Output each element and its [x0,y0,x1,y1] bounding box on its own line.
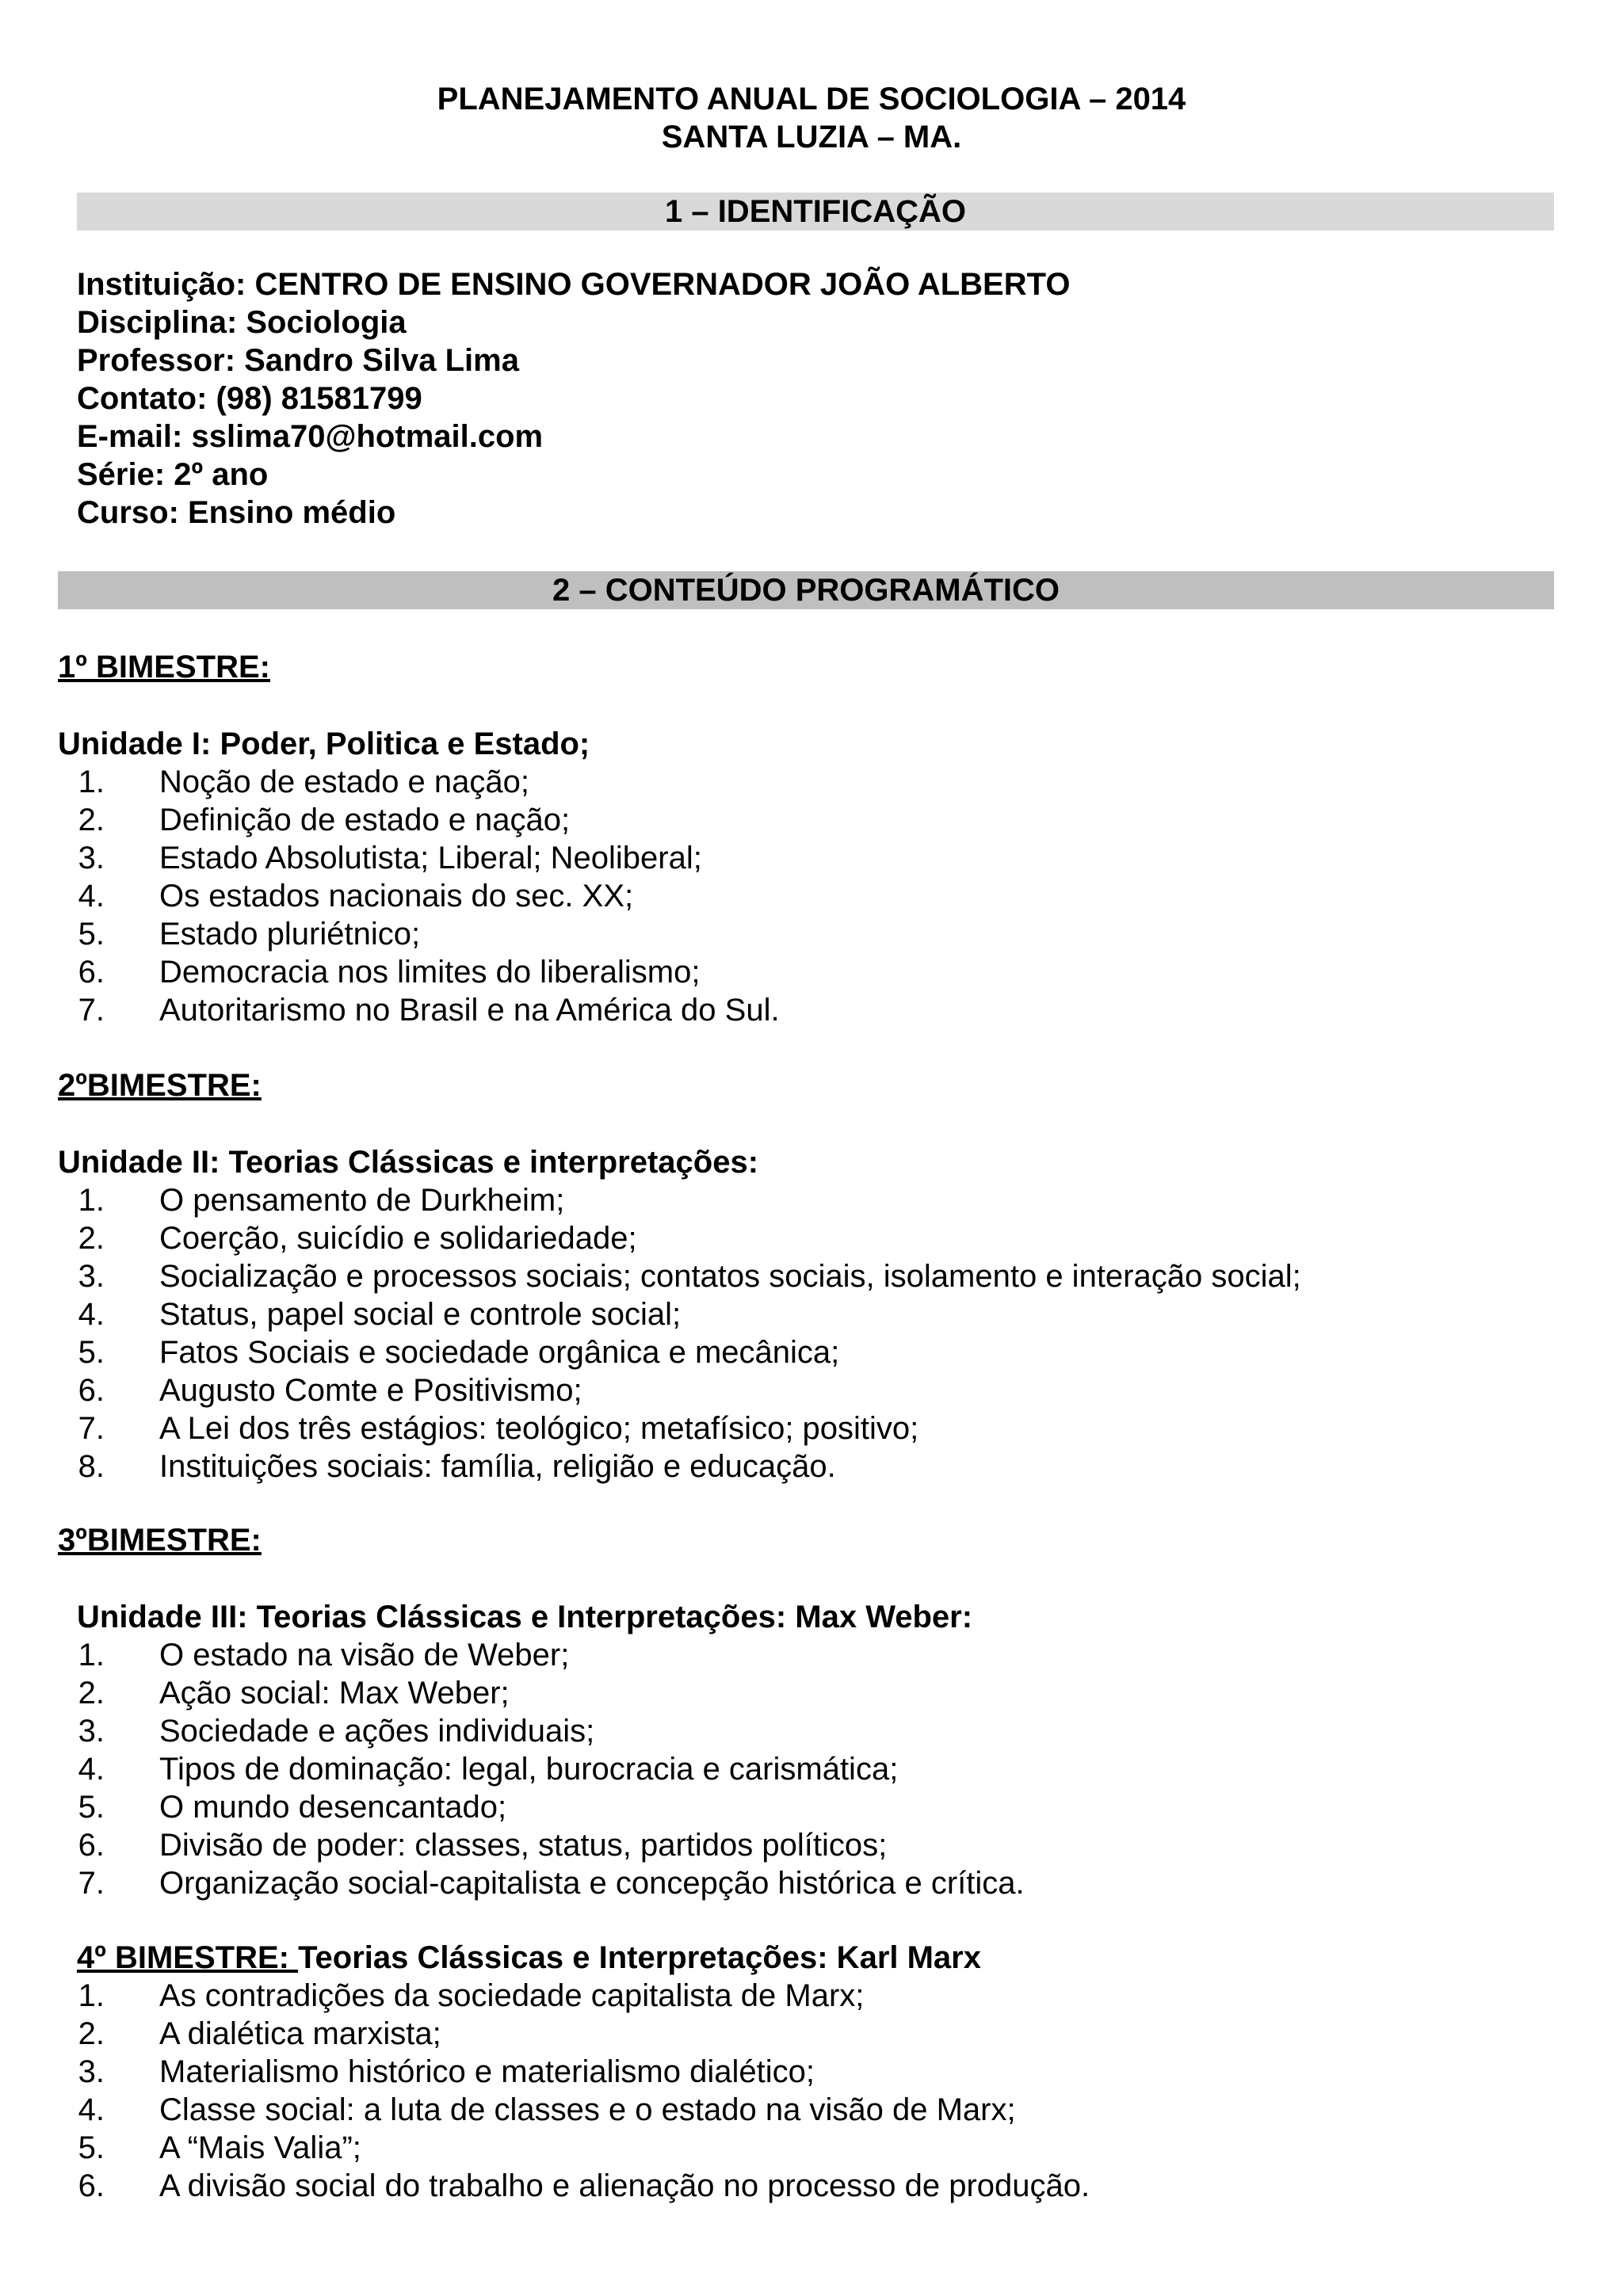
list-item-number: 5. [78,917,105,952]
list-item-text: Noção de estado e nação; [159,765,530,799]
list-item-text: Estado Absolutista; Liberal; Neoliberal; [159,841,702,875]
list-item-number: 4. [78,1752,105,1787]
list-item-number: 1. [78,1978,105,2013]
list-item-text: As contradições da sociedade capitalista de Marx; [159,1978,865,2013]
list-item-number: 5. [78,1790,105,1825]
disciplina-line: Disciplina: Sociologia [77,305,407,340]
section-heading-conteudo: 2 – CONTEÚDO PROGRAMÁTICO [58,571,1554,609]
list-item-text: Socialização e processos sociais; contatos sociais, isolamento e interação social; [159,1259,1301,1294]
list-item-number: 3. [78,2054,105,2089]
list-item-number: 6. [78,1828,105,1863]
list-item-text: Materialismo histórico e materialismo dialético; [159,2054,815,2089]
bimestre-3-label: 3ºBIMESTRE: [58,1523,262,1558]
list-item-number: 1. [78,765,105,799]
list-item-text: Estado pluriétnico; [159,917,421,952]
list-item-number: 7. [78,1866,105,1901]
list-item-number: 3. [78,1259,105,1294]
list-item-text: Autoritarismo no Brasil e na América do Sul. [159,993,780,1028]
contato-line [77,379,1070,418]
document-title: PLANEJAMENTO ANUAL DE SOCIOLOGIA – 2014 [437,82,1186,116]
list-item-number: 1. [78,1183,105,1218]
list-item-text: Definição de estado e nação; [159,803,571,837]
list-item-text: Ação social: Max Weber; [159,1676,510,1711]
unidade-1-title: Unidade I: Poder, Politica e Estado; [58,727,590,761]
list-item-text: A “Mais Valia”; [159,2130,361,2165]
email-line: E-mail: sslima70@hotmail.com [77,419,544,454]
list-item-text: Democracia nos limites do liberalismo; [159,955,701,990]
list-item-number: 6. [78,955,105,990]
list-item-text: Status, papel social e controle social; [159,1297,682,1332]
section-heading-identificacao: 1 – IDENTIFICAÇÃO [77,193,1554,231]
list-item-number: 2. [78,1676,105,1711]
list-item-text: A Lei dos três estágios: teológico; metafísico; positivo; [159,1411,919,1446]
identification-block [77,265,1070,532]
list-item-text: O mundo desencantado; [159,1790,507,1825]
list-item-number: 1. [78,1638,105,1672]
list-item-number: 4. [78,879,105,913]
bimestre-1-label: 1º BIMESTRE: [58,650,270,685]
list-item-text: O estado na visão de Weber; [159,1638,570,1672]
list-item-text: Coerção, suicídio e solidariedade; [159,1221,637,1256]
contato-label: Contato [77,381,197,416]
list-item-text: O pensamento de Durkheim; [159,1183,565,1218]
serie-line: Série: 2º ano [77,457,269,492]
list-item-text: Sociedade e ações individuais; [159,1714,595,1749]
document-subtitle: SANTA LUZIA – MA. [661,120,962,154]
list-item-text: Instituições sociais: família, religião e educação. [159,1449,836,1484]
unidade-4-title: Teorias Clássicas e Interpretações: Karl Marx [298,1940,981,1975]
list-item-number: 5. [78,2130,105,2165]
list-item-text: A divisão social do trabalho e alienação no processo de produção. [159,2168,1090,2203]
list-item-text: Classe social: a luta de classes e o estado na visão de Marx; [159,2092,1016,2127]
list-item-number: 4. [78,1297,105,1332]
list-item-text: Divisão de poder: classes, status, partidos políticos; [159,1828,888,1863]
list-item-text: A dialética marxista; [159,2016,441,2051]
curso-line: Curso: Ensino médio [77,495,396,530]
list-item-number: 2. [78,2016,105,2051]
list-item-text: Tipos de dominação: legal, burocracia e carismática; [159,1752,899,1787]
list-item-number: 7. [78,1411,105,1446]
bimestre-4-label: 4º BIMESTRE: [77,1940,299,1975]
list-item-number: 2. [78,1221,105,1256]
list-item-number: 3. [78,1714,105,1749]
unidade-3-title: Unidade III: Teorias Clássicas e Interpretações: Max Weber: [77,1600,973,1634]
list-item-text: Fatos Sociais e sociedade orgânica e mecânica; [159,1335,840,1370]
instituicao-line: Instituição: CENTRO DE ENSINO GOVERNADOR JOÃO ALBERTO [77,267,1071,302]
unidade-2-title: Unidade II: Teorias Clássicas e interpretações: [58,1145,759,1180]
list-item-number: 7. [78,993,105,1028]
list-item-number: 4. [78,2092,105,2127]
list-item-number: 2. [78,803,105,837]
professor-line: Professor: Sandro Silva Lima [77,343,519,378]
bimestre-2-label: 2ºBIMESTRE: [58,1068,262,1103]
list-item-number: 8. [78,1449,105,1484]
list-item-text: Os estados nacionais do sec. XX; [159,879,634,913]
contato-value: : (98) 81581799 [197,381,422,416]
list-item-text: Organização social-capitalista e concepção histórica e crítica. [159,1866,1025,1901]
list-item-number: 3. [78,841,105,875]
list-item-number: 6. [78,1373,105,1408]
list-item-text: Augusto Comte e Positivismo; [159,1373,582,1408]
list-item-number: 6. [78,2168,105,2203]
bimestre-4-heading [77,1939,981,1977]
list-item-number: 5. [78,1335,105,1370]
